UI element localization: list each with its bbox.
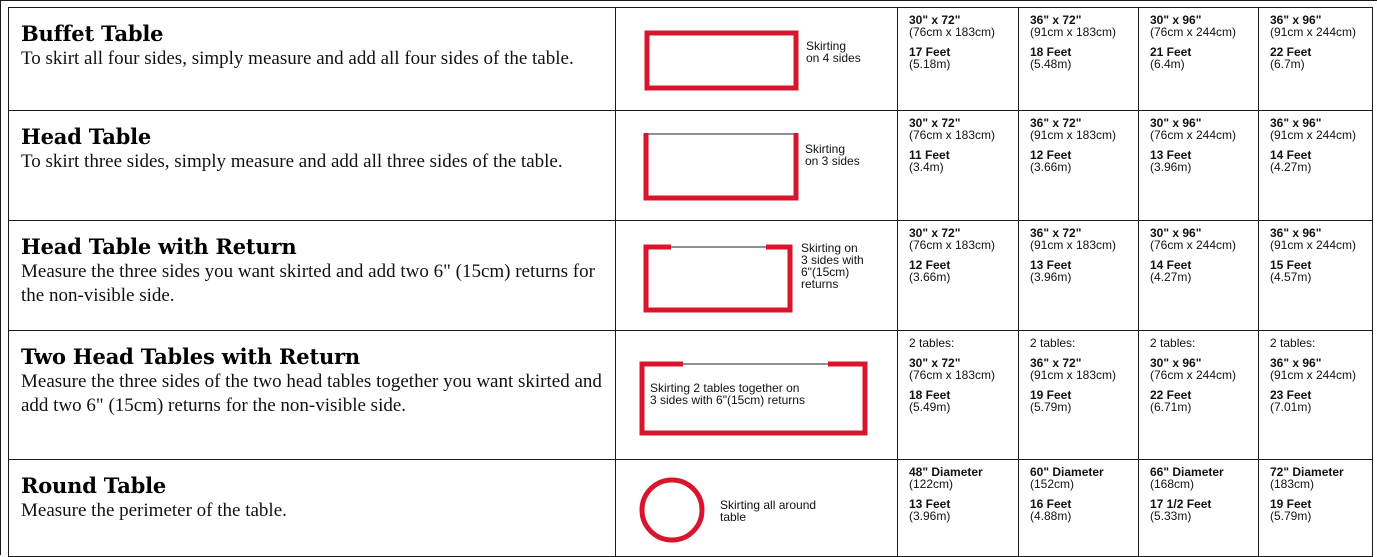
size-metric: (91cm x 244cm) xyxy=(1270,238,1357,252)
size-metric: (91cm x 244cm) xyxy=(1270,368,1357,382)
size-metric: (91cm x 183cm) xyxy=(1030,368,1117,382)
size-metric: (152cm) xyxy=(1030,477,1075,491)
size-cell xyxy=(1259,460,1373,557)
size-dimension: 66" Diameter xyxy=(1150,465,1224,479)
row-description: Measure the perimeter of the table. xyxy=(21,500,287,521)
table-row-two-head-return xyxy=(9,331,1373,460)
skirt-length-meters: (5.18m) xyxy=(909,57,951,71)
row-title: Head Table xyxy=(21,124,152,149)
skirt-length-feet: 22 Feet xyxy=(1150,388,1192,402)
size-metric: (76cm x 244cm) xyxy=(1150,128,1237,142)
skirt-length-meters: (6.4m) xyxy=(1150,57,1185,71)
description-cell xyxy=(9,8,616,111)
table-row-head-return xyxy=(9,221,1373,331)
skirt-length-feet: 23 Feet xyxy=(1270,388,1312,402)
size-cell xyxy=(1139,111,1259,221)
row-description: Measure the three sides of the two head tables together you want skirted and add two 6" (15cm) returns for the non-visible side. xyxy=(21,371,602,416)
skirt-length-meters: (7.01m) xyxy=(1270,400,1312,414)
description-cell xyxy=(9,460,616,557)
size-metric: (76cm x 183cm) xyxy=(909,368,996,382)
skirt-4-sides xyxy=(647,33,796,88)
size-metric: (76cm x 244cm) xyxy=(1150,25,1237,39)
skirt-length-meters: (4.27m) xyxy=(1150,270,1192,284)
size-cell xyxy=(898,111,1019,221)
row-description: Measure the three sides you want skirted and add two 6" (15cm) returns for the non-visible side. xyxy=(21,261,595,306)
size-dimension: 36" x 96" xyxy=(1270,13,1322,27)
skirt-all-around xyxy=(642,480,702,540)
size-dimension: 30" x 72" xyxy=(909,116,961,130)
size-cell xyxy=(1139,8,1259,111)
description-cell xyxy=(9,331,616,460)
size-prefix: 2 tables: xyxy=(1030,336,1076,350)
skirt-length-meters: (3.66m) xyxy=(1030,160,1072,174)
skirt-length-feet: 13 Feet xyxy=(1150,148,1192,162)
skirt-length-feet: 11 Feet xyxy=(909,148,950,162)
size-dimension: 36" x 72" xyxy=(1030,356,1082,370)
size-cell xyxy=(1139,331,1259,460)
size-cell xyxy=(1259,8,1373,111)
skirt-length-feet: 13 Feet xyxy=(909,497,951,511)
size-metric: (183cm) xyxy=(1270,477,1315,491)
skirt-length-feet: 12 Feet xyxy=(1030,148,1072,162)
size-metric: (76cm x 183cm) xyxy=(909,238,996,252)
size-dimension: 60" Diameter xyxy=(1030,465,1104,479)
diagram-label: Skirting on 3 sides with 6"(15cm) returns xyxy=(801,241,864,291)
skirt-length-feet: 18 Feet xyxy=(1030,45,1072,59)
description-cell xyxy=(9,221,616,331)
size-cell xyxy=(1019,8,1139,111)
skirt-length-meters: (5.49m) xyxy=(909,400,951,414)
size-cell xyxy=(1019,460,1139,557)
size-dimension: 30" x 72" xyxy=(909,356,961,370)
skirt-length-meters: (4.27m) xyxy=(1270,160,1312,174)
skirt-length-meters: (5.48m) xyxy=(1030,57,1072,71)
size-cell xyxy=(1259,111,1373,221)
size-metric: (91cm x 183cm) xyxy=(1030,238,1117,252)
size-metric: (91cm x 244cm) xyxy=(1270,128,1357,142)
skirt-length-meters: (3.96m) xyxy=(1150,160,1192,174)
diagram-cell xyxy=(616,8,898,111)
skirt-3-sides-with-returns xyxy=(646,247,790,310)
row-title: Round Table xyxy=(21,473,167,498)
skirt-3-sides xyxy=(646,133,796,198)
skirt-length-meters: (5.79m) xyxy=(1270,509,1312,523)
size-metric: (76cm x 244cm) xyxy=(1150,368,1237,382)
diagram-cell xyxy=(616,460,898,557)
size-cell xyxy=(898,8,1019,111)
size-dimension: 30" x 96" xyxy=(1150,356,1202,370)
size-dimension: 30" x 72" xyxy=(909,13,961,27)
skirt-length-meters: (3.4m) xyxy=(909,160,944,174)
skirt-length-feet: 19 Feet xyxy=(1270,497,1312,511)
skirt-length-feet: 19 Feet xyxy=(1030,388,1072,402)
diagram-cell xyxy=(616,111,898,221)
skirt-length-meters: (3.96m) xyxy=(1030,270,1072,284)
diagram-label: Skirting all around table xyxy=(720,498,817,524)
skirt-length-feet: 18 Feet xyxy=(909,388,951,402)
size-dimension: 30" x 96" xyxy=(1150,226,1202,240)
size-prefix: 2 tables: xyxy=(909,336,955,350)
description-cell xyxy=(9,111,616,221)
skirt-length-feet: 14 Feet xyxy=(1270,148,1312,162)
size-dimension: 36" x 72" xyxy=(1030,13,1082,27)
size-metric: (91cm x 244cm) xyxy=(1270,25,1357,39)
skirt-length-feet: 13 Feet xyxy=(1030,258,1072,272)
size-metric: (91cm x 183cm) xyxy=(1030,25,1117,39)
size-dimension: 30" x 96" xyxy=(1150,116,1202,130)
skirt-length-feet: 22 Feet xyxy=(1270,45,1312,59)
skirt-length-feet: 17 Feet xyxy=(909,45,951,59)
size-metric: (122cm) xyxy=(909,477,954,491)
skirt-length-meters: (3.96m) xyxy=(909,509,951,523)
size-dimension: 36" x 96" xyxy=(1270,356,1322,370)
size-cell xyxy=(898,331,1019,460)
skirt-length-meters: (4.88m) xyxy=(1030,509,1072,523)
size-prefix: 2 tables: xyxy=(1150,336,1196,350)
skirt-length-meters: (5.79m) xyxy=(1030,400,1072,414)
size-metric: (168cm) xyxy=(1150,477,1195,491)
size-dimension: 30" x 96" xyxy=(1150,13,1202,27)
size-cell xyxy=(898,221,1019,331)
size-cell xyxy=(1019,111,1139,221)
skirt-length-meters: (6.71m) xyxy=(1150,400,1192,414)
skirt-length-feet: 16 Feet xyxy=(1030,497,1072,511)
size-cell xyxy=(1259,331,1373,460)
size-metric: (76cm x 244cm) xyxy=(1150,238,1237,252)
size-cell xyxy=(898,460,1019,557)
skirt-length-meters: (3.66m) xyxy=(909,270,951,284)
row-title: Two Head Tables with Return xyxy=(21,344,360,369)
table-skirting-chart xyxy=(8,7,1373,557)
diagram-cell xyxy=(616,221,898,331)
row-description: To skirt three sides, simply measure and add all three sides of the table. xyxy=(21,151,563,172)
size-dimension: 30" x 72" xyxy=(909,226,961,240)
size-cell xyxy=(1139,221,1259,331)
table-row-round xyxy=(9,460,1373,557)
skirt-length-feet: 21 Feet xyxy=(1150,45,1192,59)
skirt-length-feet: 15 Feet xyxy=(1270,258,1312,272)
size-prefix: 2 tables: xyxy=(1270,336,1316,350)
size-cell xyxy=(1259,221,1373,331)
diagram-label: Skirting 2 tables together on 3 sides with 6"(15cm) returns xyxy=(650,381,805,407)
skirt-length-meters: (6.7m) xyxy=(1270,57,1305,71)
size-metric: (76cm x 183cm) xyxy=(909,25,996,39)
row-description: To skirt all four sides, simply measure and add all four sides of the table. xyxy=(21,48,574,69)
size-dimension: 36" x 96" xyxy=(1270,226,1322,240)
row-title: Buffet Table xyxy=(21,21,164,46)
row-title: Head Table with Return xyxy=(21,234,297,259)
skirt-length-feet: 14 Feet xyxy=(1150,258,1192,272)
diagram-cell xyxy=(616,331,898,460)
size-dimension: 36" x 72" xyxy=(1030,116,1082,130)
skirt-length-meters: (5.33m) xyxy=(1150,509,1192,523)
table-row-buffet xyxy=(9,8,1373,111)
size-dimension: 48" Diameter xyxy=(909,465,983,479)
diagram-label: Skirting on 3 sides xyxy=(805,142,860,168)
size-dimension: 36" x 72" xyxy=(1030,226,1082,240)
size-metric: (91cm x 183cm) xyxy=(1030,128,1117,142)
size-dimension: 72" Diameter xyxy=(1270,465,1344,479)
size-cell xyxy=(1019,331,1139,460)
size-cell xyxy=(1139,460,1259,557)
skirt-length-feet: 12 Feet xyxy=(909,258,951,272)
size-cell xyxy=(1019,221,1139,331)
skirt-length-feet: 17 1/2 Feet xyxy=(1150,497,1212,511)
size-metric: (76cm x 183cm) xyxy=(909,128,996,142)
size-dimension: 36" x 96" xyxy=(1270,116,1322,130)
table-row-head xyxy=(9,111,1373,221)
skirt-length-meters: (4.57m) xyxy=(1270,270,1312,284)
diagram-label: Skirting on 4 sides xyxy=(806,39,861,65)
